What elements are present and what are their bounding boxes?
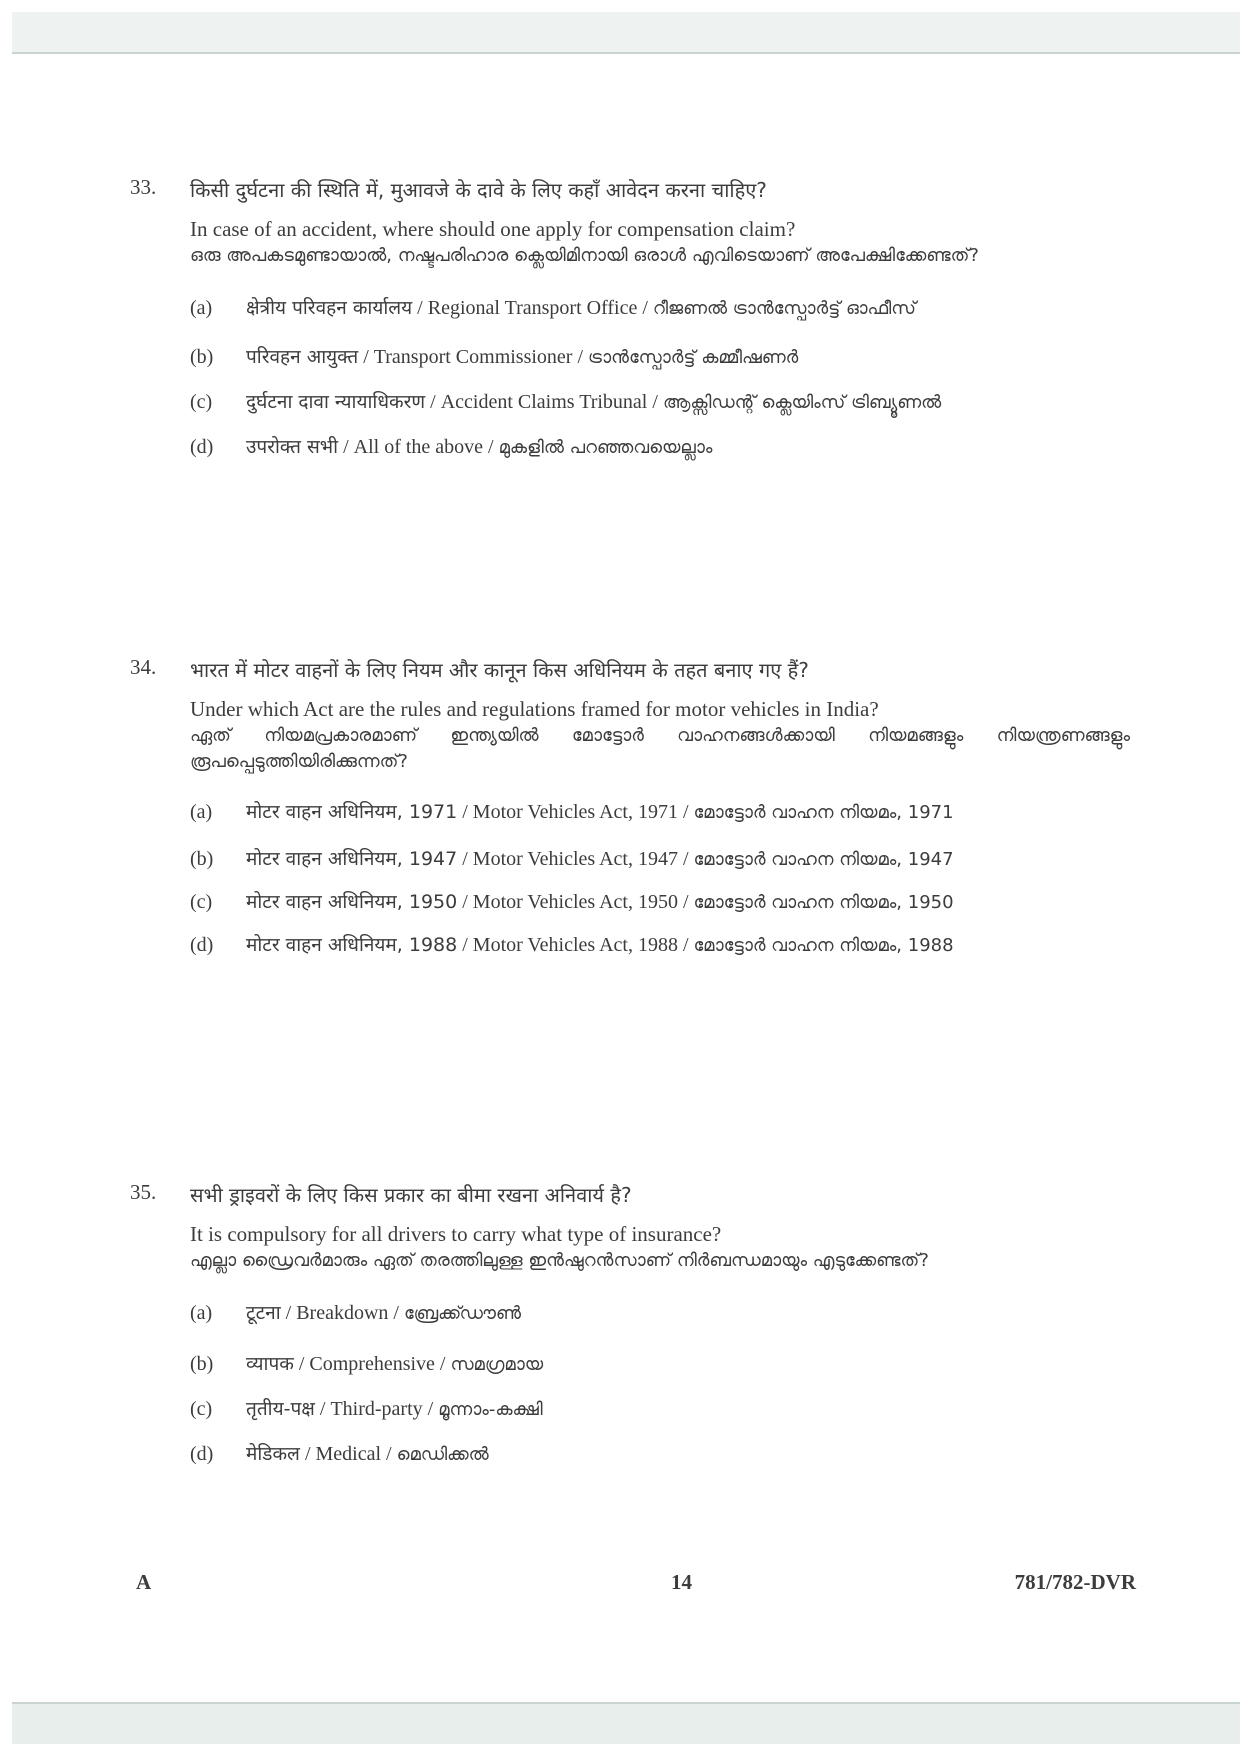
option-malayalam: ആക്സിഡന്റ് ക്ലെയിംസ് ട്രിബ്യൂണൽ (662, 392, 942, 413)
separator: / (299, 1443, 316, 1465)
question-text-hindi: सभी ड्राइवरों के लिए किस प्रकार का बीमा रखना अनिवार्य है? (190, 1183, 632, 1207)
option-label: (c) (190, 891, 213, 913)
question-number: 34. (130, 655, 157, 679)
option-malayalam: സമഗ്രമായ (450, 1354, 544, 1375)
option-d (190, 928, 1130, 963)
option-malayalam: മോട്ടോർ വാഹന നിയമം, 1947 (693, 849, 954, 870)
option-english: Accident Claims Tribunal (440, 391, 648, 413)
separator: / (434, 1353, 451, 1375)
option-label: (a) (190, 801, 213, 823)
option-english: Transport Commissioner (373, 346, 573, 368)
option-english: Breakdown (296, 1302, 389, 1324)
option-b (190, 1347, 1130, 1382)
question-34 (130, 655, 1130, 963)
scan-footer-band (12, 1702, 1240, 1744)
option-label: (c) (190, 391, 213, 413)
option-a (190, 291, 1130, 326)
option-malayalam: ബ്രേക്ക്ഡൗൺ (403, 1303, 522, 1324)
option-hindi: मोटर वाहन अधिनियम, 1988 (246, 934, 458, 956)
option-hindi: उपरोक्त सभी (246, 436, 339, 458)
separator: / (358, 346, 374, 368)
question-35 (130, 1180, 1130, 1472)
option-english: Motor Vehicles Act, 1988 (472, 934, 678, 956)
option-label: (a) (190, 297, 213, 319)
option-english: Comprehensive (309, 1353, 435, 1375)
separator: / (457, 801, 473, 823)
option-a (190, 1296, 1130, 1331)
option-label: (b) (190, 1353, 214, 1375)
separator: / (314, 1398, 331, 1420)
option-english: Regional Transport Office (427, 297, 638, 319)
option-label: (c) (190, 1398, 213, 1420)
separator: / (280, 1302, 297, 1324)
question-text-hindi: किसी दुर्घटना की स्थिति में, मुआवजे के दावे के लिए कहाँ आवेदन करना चाहिए? (190, 178, 767, 202)
option-d (190, 430, 1130, 465)
option-hindi: टूटना (246, 1302, 281, 1324)
scan-header-band (12, 12, 1240, 54)
question-text-malayalam: എല്ലാ ഡ്രൈവർമാരും ഏത് തരത്തിലുള്ള ഇൻഷുറൻസാണ് നിർബന്ധമായും എടുക്കേണ്ടത്? (190, 1250, 929, 1271)
page-number: 14 (671, 1570, 692, 1594)
separator: / (338, 436, 354, 458)
option-label: (d) (190, 436, 214, 458)
option-hindi: मोटर वाहन अधिनियम, 1950 (246, 891, 458, 913)
option-malayalam: മൂന്നാം-കക്ഷി (438, 1399, 543, 1420)
question-text-english: Under which Act are the rules and regulations framed for motor vehicles in India? (190, 697, 879, 721)
separator: / (457, 934, 473, 956)
separator: / (677, 934, 694, 956)
option-label: (d) (190, 1443, 214, 1465)
option-malayalam: ട്രാൻസ്പോർട്ട് കമ്മീഷണർ (588, 347, 799, 368)
option-english: Motor Vehicles Act, 1950 (472, 891, 678, 913)
option-hindi: मेडिकल (246, 1443, 300, 1465)
separator: / (388, 1302, 404, 1324)
option-label: (d) (190, 934, 214, 956)
separator: / (677, 848, 694, 870)
separator: / (412, 297, 428, 319)
option-malayalam: റീജണൽ ട്രാൻസ്പോർട്ട് ഓഫീസ് (652, 298, 916, 319)
paper-code: 781/782-DVR (1014, 1570, 1136, 1594)
option-b (190, 340, 1130, 375)
option-malayalam: മുകളിൽ പറഞ്ഞവയെല്ലാം (498, 437, 713, 458)
separator: / (647, 391, 663, 413)
question-text-english: It is compulsory for all drivers to carry what type of insurance? (190, 1222, 722, 1246)
option-hindi: क्षेत्रीय परिवहन कार्यालय (246, 297, 413, 319)
question-number: 35. (130, 1180, 157, 1204)
option-malayalam: മെഡിക്കൽ (396, 1444, 489, 1465)
set-code: A (136, 1570, 152, 1594)
option-english: All of the above (353, 436, 484, 458)
separator: / (381, 1443, 397, 1465)
option-b (190, 842, 1130, 877)
separator: / (457, 848, 473, 870)
option-hindi: तृतीय-पक्ष (246, 1398, 315, 1420)
option-hindi: व्यापक (246, 1353, 294, 1375)
option-english: Motor Vehicles Act, 1947 (472, 848, 678, 870)
option-c (190, 385, 1130, 420)
option-malayalam: മോട്ടോർ വാഹന നിയമം, 1971 (693, 802, 954, 823)
option-label: (b) (190, 848, 214, 870)
option-english: Motor Vehicles Act, 1971 (472, 801, 678, 823)
separator: / (293, 1353, 310, 1375)
option-d (190, 1437, 1130, 1472)
separator: / (637, 297, 653, 319)
option-a (190, 795, 1130, 830)
option-malayalam: മോട്ടോർ വാഹന നിയമം, 1950 (693, 892, 954, 913)
separator: / (677, 801, 694, 823)
option-label: (b) (190, 346, 214, 368)
separator: / (572, 346, 589, 368)
option-label: (a) (190, 1302, 213, 1324)
option-hindi: परिवहन आयुक्त (246, 346, 359, 368)
separator: / (677, 891, 694, 913)
question-text-english: In case of an accident, where should one apply for compensation claim? (190, 217, 796, 241)
separator: / (425, 391, 441, 413)
option-hindi: मोटर वाहन अधिनियम, 1971 (246, 801, 458, 823)
option-hindi: मोटर वाहन अधिनियम, 1947 (246, 848, 458, 870)
question-text-malayalam: ഏത് നിയമപ്രകാരമാണ് ഇന്ത്യയിൽ മോട്ടോർ വാഹനങ്ങൾക്കായി നിയമങ്ങളും നിയന്ത്രണങ്ങളും രൂപപ്പെടുത്തിയിരിക്കുന്നത്? (190, 725, 1130, 772)
question-text-malayalam: ഒരു അപകടമുണ്ടായാൽ, നഷ്ടപരിഹാര ക്ലെയിമിനായി ഒരാൾ എവിടെയാണ് അപേക്ഷിക്കേണ്ടത്? (190, 245, 979, 266)
separator: / (422, 1398, 439, 1420)
option-english: Third-party (330, 1398, 423, 1420)
option-c (190, 885, 1130, 920)
option-c (190, 1392, 1130, 1427)
option-english: Medical (315, 1443, 382, 1465)
option-malayalam: മോട്ടോർ വാഹന നിയമം, 1988 (693, 935, 954, 956)
question-33 (130, 175, 1130, 465)
question-text-hindi: भारत में मोटर वाहनों के लिए नियम और कानून किस अधिनियम के तहत बनाए गए हैं? (190, 658, 809, 682)
option-hindi: दुर्घटना दावा न्यायाधिकरण (246, 391, 426, 413)
separator: / (457, 891, 473, 913)
question-number: 33. (130, 175, 157, 199)
separator: / (483, 436, 499, 458)
